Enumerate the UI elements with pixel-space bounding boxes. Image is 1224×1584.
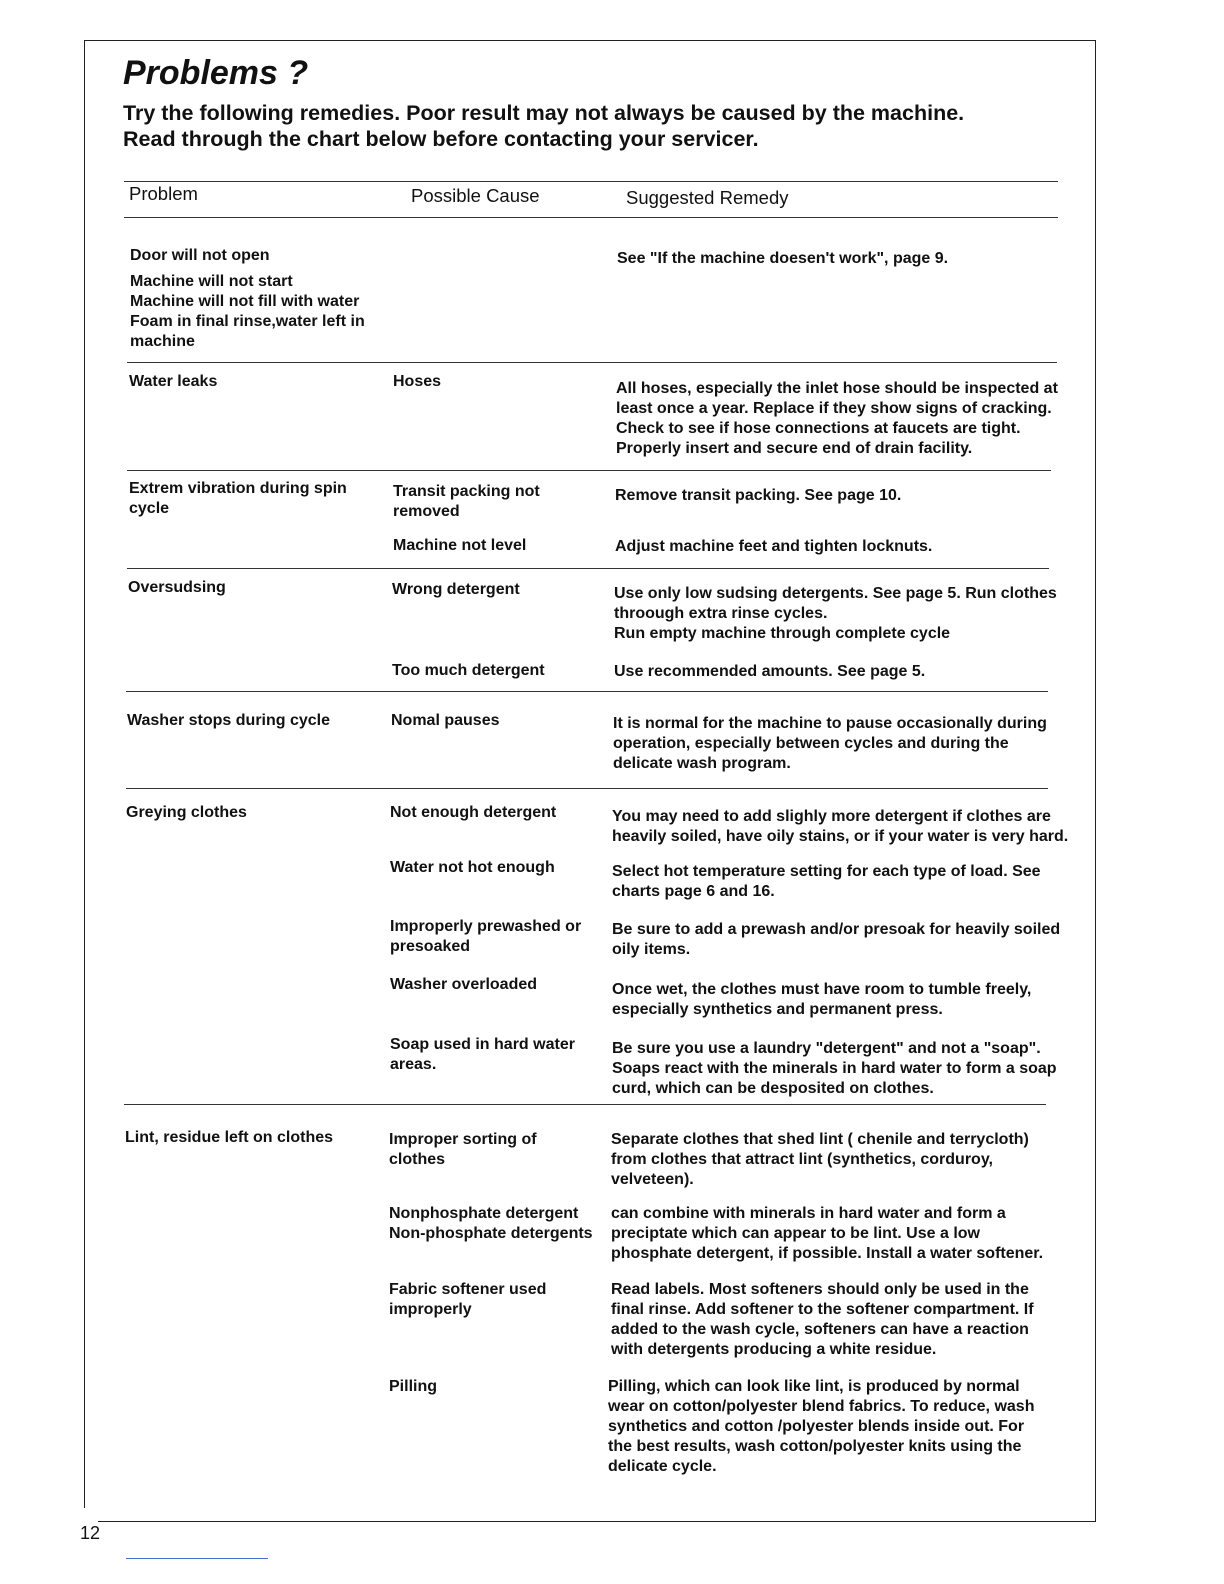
problem-vibration: Extrem vibration during spin cycle [129,480,347,517]
intro-text [123,100,1063,152]
row-divider-2 [127,470,1051,471]
cause-improper-sorting: Improper sorting of clothes [389,1131,537,1168]
remedy-nonphosphate: can combine with minerals in hard water and form a preciptate which can appear to be lint. Use a low phosphate detergent, if possible. Install a water softener. [611,1205,1044,1262]
cause-hoses: Hoses [393,373,442,390]
problem-foam: Foam in final rinse,water left in machine [130,313,365,350]
intro-line-1: Try the following remedies. Poor result may not always be caused by the machine. [123,101,965,125]
cause-fabric-softener: Fabric softener used improperly [389,1281,547,1318]
cause-nonphosphate: Nonphosphate detergent Non-phosphate detergents [389,1205,593,1242]
row-divider-3 [127,568,1049,569]
remedy-not-enough-detergent: You may need to add slighly more detergent if clothes are heavily soiled, have oily stains, or if your water is very hard. [612,808,1069,845]
row-divider-6 [124,1104,1046,1105]
problem-oversudsing: Oversudsing [128,579,226,596]
remedy-pilling: Pilling, which can look like lint, is produced by normal wear on cotton/polyester blend fabrics. To reduce, wash synthetics and cotton /polyester blends inside out. For the best results, wash cotton/polyester knits using the delicate cycle. [608,1378,1035,1475]
cause-wrong-detergent: Wrong detergent [392,581,520,598]
problem-greying: Greying clothes [126,804,247,821]
remedy-overloaded: Once wet, the clothes must have room to tumble freely, especially synthetics and permanent press. [612,981,1032,1018]
remedy-transit-packing: Remove transit packing. See page 10. [615,487,902,504]
remedy-improper-sorting: Separate clothes that shed lint ( chenile and terrycloth) from clothes that attract lint (synthetics, corduroy, velveteen). [611,1131,1029,1188]
remedy-prewashed: Be sure to add a prewash and/or presoak for heavily soiled oily items. [612,921,1061,958]
remedy-wrong-detergent: Use only low sudsing detergents. See page 5. Run clothes throough extra rinse cycles. Run empty machine through complete cycle [614,585,1057,642]
cause-pilling: Pilling [389,1378,437,1395]
remedy-hoses: All hoses, especially the inlet hose should be inspected at least once a year. Replace if they show signs of cracking. Check to see if hose connections at faucets are tight. Properly insert and secure end of drain facility. [616,380,1058,457]
remedy-water-not-hot: Select hot temperature setting for each type of load. See charts page 6 and 16. [612,863,1041,900]
page-number: 12 [80,1523,101,1543]
problem-start: Machine will not start [130,273,293,290]
cause-soap-rest: used in hard water areas. [390,1036,575,1073]
page-title: Problems ? [123,54,309,92]
cause-too-much-detergent: Too much detergent [392,662,545,679]
cause-not-level: Machine not level [393,537,527,554]
remedy-too-much-detergent: Use recommended amounts. See page 5. [614,663,926,680]
cause-transit-packing: Transit packing not removed [393,483,540,520]
cause-overloaded: Washer overloaded [390,976,538,993]
row-divider-5 [126,788,1048,789]
intro-line-2: Read through the chart below before contacting your servicer. [123,127,759,151]
problem-washer-stops: Washer stops during cycle [127,712,331,729]
remedy-soap: Be sure you use a laundry "detergent" and not a "soap". Soaps react with the minerals in hard water to form a soap curd, which can be desposited on clothes. [612,1040,1057,1097]
header-remedy: Suggested Remedy [626,187,789,208]
problem-door-group [130,246,375,352]
header-cause: Possible Cause [411,185,540,206]
header-problem: Problem [129,183,198,204]
remedy-fabric-softener: Read labels. Most softeners should only be used in the final rinse. Add softener to the softener compartment. If added to the wash cycle, softeners can have a reaction with detergents producing a white residue. [611,1281,1034,1358]
problem-water-leaks: Water leaks [129,373,218,390]
cause-soap-group [390,1035,575,1075]
remedy-see-page9: See "If the machine doesen't work", page 9. [617,250,949,267]
cause-soap-bold: Soap [390,1036,430,1053]
header-bottom-rule [124,217,1058,218]
problem-lint: Lint, residue left on clothes [125,1129,334,1146]
row-divider-4 [126,691,1048,692]
cause-normal-pauses: Nomal pauses [391,712,500,729]
header-top-rule [124,181,1058,182]
problem-door: Door will not open [130,247,270,264]
remedy-normal-pauses: It is normal for the machine to pause occasionally during operation, especially between cycles and during the delicate wash program. [613,715,1047,772]
cause-not-enough-detergent: Not enough detergent [390,804,557,821]
problem-fill: Machine will not fill with water [130,293,360,310]
cause-water-not-hot: Water not hot enough [390,859,555,876]
cause-prewashed: Improperly prewashed or presoaked [390,918,582,955]
remedy-not-level: Adjust machine feet and tighten locknuts. [615,538,933,555]
footer-rule [126,1558,268,1559]
row-divider-1 [127,362,1057,363]
